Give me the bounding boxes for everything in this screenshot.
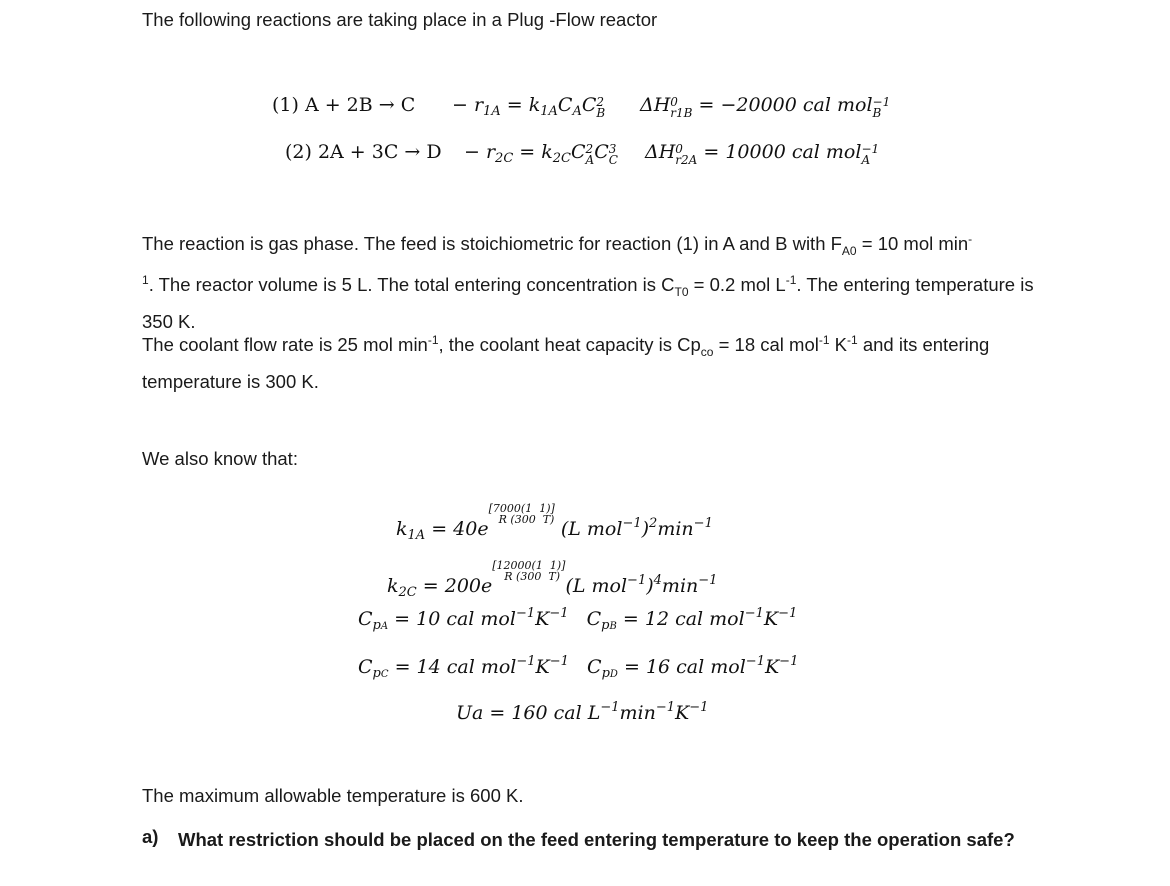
cp-row-2: $C_{pC} = 14$ cal $mol^{-1}K^{-1}$ $C_{pD} = 16$ cal $mol^{-1}K^{-1}$	[358, 654, 799, 681]
reaction-1-rate: − $r_{1A} = k_{1A}C_AC$ 2 B	[452, 94, 606, 120]
max-temp-text: The maximum allowable temperature is 600 K.	[142, 785, 524, 806]
also-know-text: We also know that:	[142, 448, 298, 469]
cp-row-1: $C_{pA} = 10$ cal $mol^{-1}K^{-1}$ $C_{pB} = 12$ cal $mol^{-1}K^{-1}$	[358, 606, 798, 633]
reaction-2-rate: − $r_{2C} = k_{2C}C$ 2 A C 3 C	[464, 141, 618, 167]
reaction-2	[285, 140, 442, 164]
intro-text: The following reactions are taking place in a Plug -Flow reactor	[142, 9, 658, 30]
coolant-paragraph: The coolant flow rate is 25 mol $\min^{-1}$, the coolant heat capacity is $Cp_{co} = 18$ cal mol$^{-1}$ $K^{-1}$ and its entering temperature is 300 K.	[142, 333, 990, 392]
reaction-1-enthalpy: ΔH 0 r1B = −20000 cal mol −1 B	[640, 94, 891, 120]
k1-equation: $k_{1A} = 40e[7000(1$ 1)] R (300 T) (L $mol^{-1})^2\min^{-1}$	[396, 502, 713, 543]
feed-paragraph: The reaction is gas phase. The feed is stoichiometric for reaction (1) in A and B with $F_{A0} = 10$ mol min- $^1$. The reactor volume is 5 L. The total entering concentration is $C_{T0} = 0.2$ mol $L^{-1}$. The entering temperature is 350 K.	[142, 232, 1034, 332]
reaction-2-enthalpy: ΔH 0 r2A = 10000 cal mol −1 A	[645, 141, 880, 167]
question-label: a)	[142, 826, 159, 847]
k2-equation: $k_{2C} = 200e[12000(1$ 1)] R (300 T) (L $mol^{-1})^4\min^{-1}$	[387, 559, 718, 600]
reaction-2-label: (2) 2A + 3C → D	[285, 141, 442, 163]
reaction-1	[272, 93, 415, 117]
reaction-1-label: (1) A + 2B → C	[272, 94, 416, 116]
ua-equation: Ua = 160 cal $L^{-1}\min^{-1}K^{-1}$	[456, 700, 709, 724]
question-text: What restriction should be placed on the feed entering temperature to keep the operation safe?	[178, 829, 1015, 850]
